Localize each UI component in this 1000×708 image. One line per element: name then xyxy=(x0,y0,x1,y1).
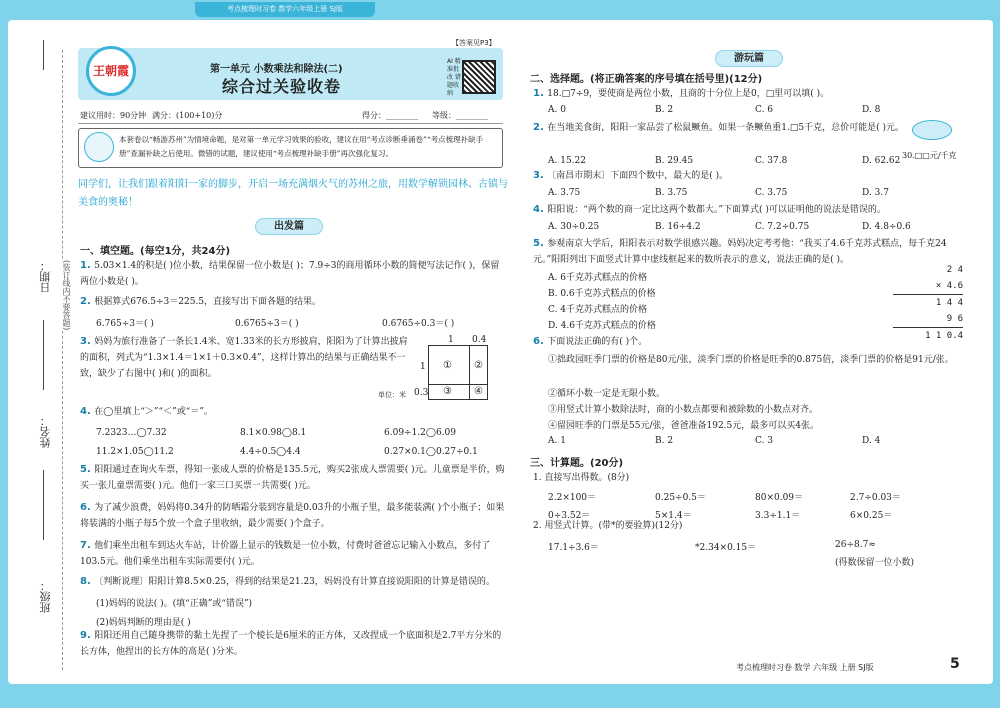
choice-2-d: D. 62.62 xyxy=(862,156,901,166)
choice-1-b: B. 2 xyxy=(655,105,674,115)
full-score: 满分：(100+10)分 xyxy=(152,111,223,120)
date-line xyxy=(43,40,44,70)
calc-1-r1-c: 80×0.09＝ xyxy=(755,493,804,503)
choice-4-a: A. 30÷0.25 xyxy=(548,222,600,232)
section-tag-play: 游玩篇 xyxy=(715,50,783,67)
calc-1-r2-b: 5×1.4＝ xyxy=(655,511,692,521)
calc-2-note: (得数保留一位小数) xyxy=(835,558,915,568)
page-number: 5 xyxy=(950,656,960,672)
name-label: 姓名： xyxy=(39,415,52,448)
area-diagram xyxy=(428,345,488,400)
calc-2-heading: 2. 用竖式计算。(带*的要验算)(12分) xyxy=(533,521,683,531)
intro-text: 同学们，让我们跟着阳阳一家的脚步，开启一场充满烟火气的苏州之旅，用数学解锁园林、古镇与美食的奥秘！ xyxy=(78,179,508,208)
question-6: 6. 为了减少浪费，妈妈将0.34升的防晒霜分装到容量是0.03升的小瓶子里，最多能装满( )个小瓶子；如果将装满的小瓶子每5个放一个盒子里收纳，最少需要( )个盒子。 xyxy=(80,502,505,529)
calc-1-r2-d: 6×0.25＝ xyxy=(850,511,893,521)
choice-2-b: B. 29.45 xyxy=(655,156,694,166)
binding-strip xyxy=(8,20,71,684)
q4-row2-b: 4.4÷0.5◯4.4 xyxy=(240,447,301,457)
section-calculation: 三、计算题。(20分) xyxy=(530,458,624,469)
choice-6-statement-2: ②循环小数一定是无限小数。 xyxy=(548,389,666,399)
divider xyxy=(78,123,503,124)
calc-2-b: *2.34×0.15＝ xyxy=(695,543,757,553)
choice-1-c: C. 6 xyxy=(755,105,774,115)
calc-1-r1-a: 2.2×100＝ xyxy=(548,493,597,503)
calc-1-heading: 1. 直接写出得数。(8分) xyxy=(533,473,630,483)
page-title: 综合过关验收卷 xyxy=(222,77,342,96)
choice-5-a: A. 6千克苏式糕点的价格 xyxy=(548,273,647,283)
choice-5-b: B. 0.6千克苏式糕点的价格 xyxy=(548,289,656,299)
date-label: 日期： xyxy=(39,260,52,293)
q4-row1-c: 6.09÷1.2◯6.09 xyxy=(384,428,457,438)
grid-top-label-2: 0.4 xyxy=(472,335,487,345)
q4-row1-a: 7.2323…◯7.32 xyxy=(96,428,167,438)
fish-price: 30.□□元/千克 xyxy=(902,151,957,160)
mult-line-5: 1 1 0.4 xyxy=(925,331,963,341)
q4-row1-b: 8.1×0.98◯8.1 xyxy=(240,428,307,438)
grid-cell-4: ④ xyxy=(474,386,483,397)
choice-6-c: C. 3 xyxy=(755,436,774,446)
choice-2: 2. 在当地美食街，阳阳一家品尝了松鼠鳜鱼。如果一条鳜鱼重1.□5千克，总价可能是( )元。 xyxy=(533,122,904,133)
ai-label: AI 精准批改 错题收纳 xyxy=(447,58,461,97)
cut-line xyxy=(62,50,63,670)
section-tag-departure: 出发篇 xyxy=(255,218,323,235)
q8-part-1: (1)妈妈的说法( )。(填“正确”或“错误”) xyxy=(96,599,253,609)
grid-cell-1: ① xyxy=(443,360,452,371)
grid-side-label-2: 0.3 xyxy=(414,388,429,398)
grade-field: 等级：________ xyxy=(432,111,488,120)
binding-note: (装订线内不要答题) xyxy=(62,260,71,331)
calc-1-r2-c: 3.3÷1.1＝ xyxy=(755,511,801,521)
fish-icon xyxy=(912,120,952,140)
unit-title: 第一单元 小数乘法和除法(二) xyxy=(210,64,343,75)
grid-top-label-1: 1 xyxy=(448,335,454,345)
choice-5-c: C. 4千克苏式糕点的价格 xyxy=(548,305,648,315)
choice-3-b: B. 3.75 xyxy=(655,188,688,198)
choice-6-statement-3: ③用竖式计算小数除法时，商的小数点都要和被除数的小数点对齐。 xyxy=(548,405,819,415)
choice-3-c: C. 3.75 xyxy=(755,188,788,198)
class-line xyxy=(43,470,44,540)
choice-6-statement-1: ①拙政园旺季门票的价格是80元/张，淡季门票的价格是旺季的0.875倍，淡季门票的价格是91元/张。 xyxy=(548,355,954,365)
grid-side-label-1: 1 xyxy=(420,362,426,372)
suggested-time: 建议用时：90分钟 xyxy=(80,111,147,120)
top-banner: 考点梳理时习卷 数学六年级上册 SJ版 xyxy=(195,2,375,17)
choice-6-d: D. 4 xyxy=(862,436,881,446)
score-field: 得分：________ xyxy=(362,111,418,120)
choice-3-a: A. 3.75 xyxy=(548,188,581,198)
choice-4-b: B. 16÷4.2 xyxy=(655,222,701,232)
mult-line-3: 1 4 4 xyxy=(935,298,963,308)
choice-2-c: C. 37.8 xyxy=(755,156,788,166)
choice-6-b: B. 2 xyxy=(655,436,674,446)
section-fill-blank: 一、填空题。(每空1分，共24分) xyxy=(80,246,231,257)
question-8: 8. 〔判断说理〕阳阳计算8.5×0.25，得到的结果是21.23，妈妈没有计算直接说阳阳的计算是错误的。 xyxy=(80,576,495,587)
vertical-multiplication xyxy=(893,262,963,344)
grid-cell-3: ③ xyxy=(443,386,452,397)
choice-3-d: D. 3.7 xyxy=(862,188,889,198)
avatar xyxy=(84,132,114,162)
class-label: 班级： xyxy=(39,580,52,613)
calc-1-r1-d: 2.7÷0.03＝ xyxy=(850,493,901,503)
choice-1: 1. 18.□7÷9，要使商是两位小数，且商的十分位上是0，□里可以填( )。 xyxy=(533,88,830,99)
notice-box xyxy=(78,128,503,168)
mult-line-4: 9 6 xyxy=(893,311,963,328)
choice-1-d: D. 8 xyxy=(862,105,881,115)
question-7: 7. 他们乘坐出租车到达火车站，计价器上显示的钱数是一位小数，付费时爸爸忘记输入小数点，多付了103.5元。他们乘坐出租车实际需要付( )元。 xyxy=(80,540,491,567)
brand-logo: 王朝霞 xyxy=(86,46,136,96)
answer-reference: 【答案见P3】 xyxy=(452,39,496,47)
qr-code-icon[interactable] xyxy=(462,60,496,94)
grid-cell-2: ② xyxy=(474,360,483,371)
section-multiple-choice: 二、选择题。(将正确答案的序号填在括号里)(12分) xyxy=(530,74,763,85)
choice-4: 4. 阳阳说：“两个数的商一定比这两个数都大。”下面算式( )可以证明他的说法是错误的。 xyxy=(533,204,886,215)
choice-5-d: D. 4.6千克苏式糕点的价格 xyxy=(548,321,656,331)
choice-2-a: A. 15.22 xyxy=(548,156,586,166)
question-9: 9. 阳阳还用自己随身携带的黏土先捏了一个棱长是6厘米的正方体，又改捏成一个底面积是2.7平方分米的长方体，他捏出的长方体的高是( )分米。 xyxy=(80,630,502,657)
question-2: 2. 根据算式676.5÷3＝225.5，直接写出下面各题的结果。 xyxy=(80,296,322,307)
footer-text: 考点梳理时习卷 数学 六年级 上册 SJ版 xyxy=(736,663,874,672)
calc-1-r1-b: 0.25÷0.5＝ xyxy=(655,493,706,503)
calc-1-r2-a: 0÷3.52＝ xyxy=(548,511,591,521)
calc-2-c: 26÷8.7≈ xyxy=(835,540,876,550)
q2-part-b: 0.6765÷3＝( ) xyxy=(235,319,299,329)
q4-row2-a: 11.2×1.05◯11.2 xyxy=(96,447,174,457)
choice-4-d: D. 4.8÷0.6 xyxy=(862,222,911,232)
q8-part-2: (2)妈妈判断的理由是( ) xyxy=(96,618,191,628)
choice-6-statement-4: ④留园旺季的门票是55元/张，爸爸准备192.5元，最多可以买4张。 xyxy=(548,421,819,431)
choice-1-a: A. 0 xyxy=(548,105,566,115)
notice-text: 本套卷以“畅游苏州”为情境命题，是对第一单元学习效果的验收，建议在用“考点诊断垂涌卷”“考点梳理补缺手册”查漏补缺之后使用。微错的试题，建议使用“考点梳理补缺手册”再次强化复习。 xyxy=(119,135,484,158)
q4-row2-c: 0.27×0.1◯0.27÷0.1 xyxy=(384,447,478,457)
mult-line-1: 2 4 xyxy=(946,265,963,275)
choice-3: 3. 〔南昌市期末〕下面四个数中，最大的是( )。 xyxy=(533,170,729,181)
q2-part-a: 6.765÷3＝( ) xyxy=(96,319,154,329)
q2-part-c: 0.6765÷0.3＝( ) xyxy=(382,319,455,329)
choice-4-c: C. 7.2÷0.75 xyxy=(755,222,810,232)
choice-5: 5. 参观南京大学后，阳阳表示对数学很感兴趣。妈妈决定考考他：“我买了4.6千克苏式糕点，每千克24元。”阳阳列出下面竖式计算中虚线框起来的数所表示的意义，说法正确的是( )。 xyxy=(533,238,947,265)
calc-2-a: 17.1÷3.6＝ xyxy=(548,543,599,553)
question-5: 5. 阳阳通过查询火车票，得知一张成人票的价格是135.5元，购买2张成人票需要( )元。儿童票是半价，购买一张儿童票需要( )元。他们一家三口买票一共需要( )元。 xyxy=(80,464,505,491)
name-line xyxy=(43,320,44,390)
mult-line-2: × 4.6 xyxy=(893,278,963,295)
question-1: 1. 5.03×1.4的积是( )位小数，结果保留一位小数是( )；7.9÷3的商用循环小数的简便写法记作( )，保留两位小数是( )。 xyxy=(80,260,500,287)
question-3: 3. 妈妈为旅行准备了一条长1.4米、宽1.33米的长方形披肩，阳阳为了计算出披肩的面积，列式为“1.3×1.4＝1×1＋0.3×0.4”，这样计算出的结果与正确结果不一致，缺少了右图中( )和( )的面积。 xyxy=(80,336,408,379)
choice-6-a: A. 1 xyxy=(548,436,566,446)
grid-unit: 单位：米 xyxy=(378,391,406,399)
question-4: 4. 在◯里填上“＞”“＜”或“＝”。 xyxy=(80,406,213,417)
choice-6: 6. 下面说法正确的有( )个。 xyxy=(533,336,648,347)
